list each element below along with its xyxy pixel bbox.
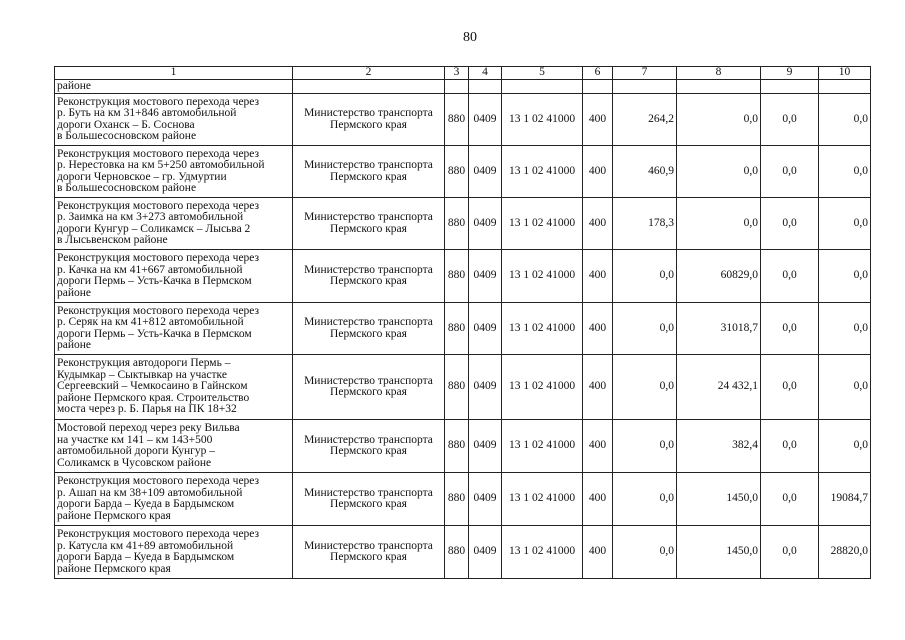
- organization-cell: [293, 250, 445, 303]
- amount-cell: 0,0: [819, 94, 871, 146]
- amount-cell: 0,0: [613, 355, 677, 420]
- project-name-line: дороги Черновское – гр. Удмуртии: [57, 170, 227, 183]
- project-name-line: на участке км 141 – км 143+500: [57, 433, 213, 446]
- expense-type-cell: 400: [583, 355, 613, 420]
- ministry-code-cell: 880: [445, 355, 469, 420]
- target-article-cell: 13 1 02 41000: [502, 355, 583, 420]
- section-code-cell: 0409: [469, 526, 502, 579]
- organization-line: Министерство транспорта: [304, 374, 433, 387]
- project-name-line: р. Серяк на км 41+812 автомобильной: [57, 316, 244, 328]
- organization-line: Министерство транспорта: [304, 107, 433, 119]
- project-name-line: Реконструкция мостового перехода через: [57, 199, 260, 212]
- project-name-cell: [55, 146, 293, 198]
- amount-cell: 0,0: [761, 303, 819, 355]
- organization-cell: [293, 526, 445, 579]
- amount-cell: 0,0: [613, 526, 677, 579]
- amount-cell: 264,2: [613, 94, 677, 146]
- target-article-cell: 13 1 02 41000: [502, 198, 583, 250]
- organization-line: Пермского края: [330, 222, 407, 235]
- amount-cell: 0,0: [761, 526, 819, 579]
- column-header: 7: [613, 67, 677, 80]
- organization-line: Министерство транспорта: [304, 316, 433, 328]
- project-name-line: р. Ашап на км 38+109 автомобильной: [57, 486, 243, 499]
- amount-cell: 0,0: [761, 198, 819, 250]
- organization-cell: [293, 94, 445, 146]
- organization-line: Пермского края: [330, 275, 407, 287]
- target-article-cell: 13 1 02 41000: [502, 526, 583, 579]
- project-name-line: р. Буть на км 31+846 автомобильной: [57, 107, 237, 119]
- column-header: 8: [677, 67, 761, 80]
- amount-cell: 0,0: [761, 420, 819, 473]
- expense-type-cell: 400: [583, 473, 613, 526]
- section-code-cell: 0409: [469, 250, 502, 303]
- amount-cell: 0,0: [761, 473, 819, 526]
- target-article-cell: 13 1 02 41000: [502, 420, 583, 473]
- project-name-line: Сергеевский – Чемкосаино в Гайнском: [57, 380, 248, 393]
- project-name-line: Реконструкция автодороги Пермь –: [57, 357, 231, 370]
- table-row: [55, 146, 871, 198]
- amount-cell: 19084,7: [819, 473, 871, 526]
- amount-cell: 0,0: [761, 146, 819, 198]
- amount-cell: 0,0: [819, 355, 871, 420]
- amount-cell: 178,3: [613, 198, 677, 250]
- ministry-code-cell: 880: [445, 146, 469, 198]
- target-article-cell: 13 1 02 41000: [502, 303, 583, 355]
- organization-cell: [293, 420, 445, 473]
- project-name-line: Реконструкция мостового перехода через: [57, 304, 260, 317]
- target-article-cell: 13 1 02 41000: [502, 94, 583, 146]
- project-name-cell: [55, 198, 293, 250]
- continuation-text: районе: [55, 80, 293, 94]
- project-name-line: р. Нерестовка на км 5+250 автомобильной: [57, 159, 265, 171]
- project-name-line: автомобильной дороги Кунгур –: [57, 445, 216, 457]
- amount-cell: 0,0: [613, 250, 677, 303]
- ministry-code-cell: 880: [445, 526, 469, 579]
- amount-cell: 60829,0: [677, 250, 761, 303]
- section-code-cell: 0409: [469, 420, 502, 473]
- project-name-cell: [55, 250, 293, 303]
- organization-line: Пермского края: [330, 327, 407, 340]
- amount-cell: 0,0: [819, 420, 871, 473]
- column-header: 10: [819, 67, 871, 80]
- organization-line: Пермского края: [330, 445, 407, 457]
- table-row: [55, 355, 871, 420]
- project-name-line: в Лысьвенском районе: [57, 234, 168, 246]
- ministry-code-cell: 880: [445, 94, 469, 146]
- table-row: [55, 303, 871, 355]
- table-row: [55, 420, 871, 473]
- section-code-cell: 0409: [469, 146, 502, 198]
- organization-line: Министерство транспорта: [304, 159, 433, 171]
- amount-cell: 0,0: [613, 420, 677, 473]
- section-code-cell: 0409: [469, 473, 502, 526]
- amount-cell: 24 432,1: [677, 355, 761, 420]
- table-row: [55, 526, 871, 579]
- project-name-line: районе Пермского края: [57, 562, 171, 575]
- table-row: [55, 473, 871, 526]
- section-code-cell: 0409: [469, 355, 502, 420]
- project-name-line: районе Пермского края. Строительство: [57, 391, 250, 404]
- project-name-line: районе: [57, 339, 92, 351]
- project-name-line: в Большесосновском районе: [57, 182, 197, 194]
- project-name-line: дороги Пермь – Усть-Качка в Пермском: [57, 327, 252, 340]
- organization-line: Министерство транспорта: [304, 211, 433, 223]
- project-name-line: Реконструкция мостового перехода через: [57, 252, 260, 264]
- organization-cell: [293, 198, 445, 250]
- expense-type-cell: 400: [583, 420, 613, 473]
- page-number: 80: [463, 30, 477, 45]
- organization-line: Пермского края: [330, 551, 407, 563]
- project-name-line: р. Заимка на км 3+273 автомобильной: [57, 211, 244, 223]
- project-name-cell: [55, 420, 293, 473]
- expense-type-cell: 400: [583, 250, 613, 303]
- organization-line: Пермского края: [330, 170, 407, 183]
- ministry-code-cell: 880: [445, 250, 469, 303]
- project-name-line: дороги Кунгур – Соликамск – Лысьва 2: [57, 222, 251, 235]
- ministry-code-cell: 880: [445, 303, 469, 355]
- organization-line: Министерство транспорта: [304, 433, 433, 446]
- table-row: [55, 94, 871, 146]
- organization-line: Пермского края: [330, 386, 407, 398]
- project-name-line: районе: [57, 286, 92, 299]
- project-name-cell: [55, 355, 293, 420]
- amount-cell: 382,4: [677, 420, 761, 473]
- amount-cell: 460,9: [613, 146, 677, 198]
- column-header: 6: [583, 67, 613, 80]
- project-name-line: дороги Барда – Куеда в Бардымском: [57, 498, 235, 510]
- expense-type-cell: 400: [583, 198, 613, 250]
- project-name-line: Реконструкция мостового перехода через: [57, 147, 260, 160]
- section-code-cell: 0409: [469, 303, 502, 355]
- organization-cell: [293, 473, 445, 526]
- organization-cell: [293, 303, 445, 355]
- project-name-line: Кудымкар – Сыктывкар на участке: [57, 368, 227, 381]
- target-article-cell: 13 1 02 41000: [502, 473, 583, 526]
- ministry-code-cell: 880: [445, 420, 469, 473]
- amount-cell: 0,0: [819, 146, 871, 198]
- organization-line: Министерство транспорта: [304, 486, 433, 499]
- ministry-code-cell: 880: [445, 198, 469, 250]
- amount-cell: 0,0: [613, 473, 677, 526]
- project-name-line: дороги Оханск – Б. Соснова: [57, 118, 195, 131]
- amount-cell: 0,0: [819, 198, 871, 250]
- column-header: 9: [761, 67, 819, 80]
- project-name-cell: [55, 94, 293, 146]
- expense-type-cell: 400: [583, 526, 613, 579]
- amount-cell: 31018,7: [677, 303, 761, 355]
- project-name-line: Реконструкция мостового перехода через: [57, 475, 260, 487]
- project-name-line: Мостовой переход через реку Вильва: [57, 422, 240, 434]
- amount-cell: 1450,0: [677, 526, 761, 579]
- project-name-line: моста через р. Б. Парья на ПК 18+32: [57, 403, 237, 416]
- organization-line: Министерство транспорта: [304, 539, 433, 552]
- amount-cell: 0,0: [761, 94, 819, 146]
- target-article-cell: 13 1 02 41000: [502, 146, 583, 198]
- amount-cell: 0,0: [761, 250, 819, 303]
- project-name-line: дороги Пермь – Усть-Качка в Пермском: [57, 275, 252, 287]
- section-code-cell: 0409: [469, 94, 502, 146]
- expense-type-cell: 400: [583, 146, 613, 198]
- column-header: 1: [55, 67, 293, 80]
- expense-type-cell: 400: [583, 94, 613, 146]
- amount-cell: 0,0: [677, 146, 761, 198]
- column-header: 3: [445, 67, 469, 80]
- column-header: 2: [293, 67, 445, 80]
- column-header: 4: [469, 67, 502, 80]
- project-name-line: Соликамск в Чусовском районе: [57, 456, 212, 469]
- organization-line: Пермского края: [330, 118, 407, 131]
- amount-cell: 0,0: [677, 198, 761, 250]
- budget-table: [54, 66, 871, 579]
- target-article-cell: 13 1 02 41000: [502, 250, 583, 303]
- project-name-line: р. Качка на км 41+667 автомобильной: [57, 263, 243, 276]
- continuation-row: [55, 80, 871, 94]
- table-row: [55, 198, 871, 250]
- project-name-line: Реконструкция мостового перехода через: [57, 95, 260, 108]
- project-name-cell: [55, 526, 293, 579]
- column-header: 5: [502, 67, 583, 80]
- project-name-line: Реконструкция мостового перехода через: [57, 528, 260, 540]
- project-name-cell: [55, 473, 293, 526]
- project-name-line: в Большесосновском районе: [57, 130, 197, 142]
- project-name-line: р. Катусла км 41+89 автомобильной: [57, 539, 234, 552]
- expense-type-cell: 400: [583, 303, 613, 355]
- organization-line: Министерство транспорта: [304, 263, 433, 276]
- section-code-cell: 0409: [469, 198, 502, 250]
- table-row: [55, 250, 871, 303]
- amount-cell: 0,0: [677, 94, 761, 146]
- organization-line: Пермского края: [330, 498, 407, 510]
- amount-cell: 1450,0: [677, 473, 761, 526]
- project-name-cell: [55, 303, 293, 355]
- header-row: [55, 67, 871, 80]
- ministry-code-cell: 880: [445, 473, 469, 526]
- amount-cell: 0,0: [613, 303, 677, 355]
- organization-cell: [293, 355, 445, 420]
- project-name-line: районе Пермского края: [57, 509, 171, 522]
- amount-cell: 0,0: [819, 250, 871, 303]
- project-name-line: дороги Барда – Куеда в Бардымском: [57, 551, 235, 563]
- amount-cell: 0,0: [819, 303, 871, 355]
- organization-cell: [293, 146, 445, 198]
- amount-cell: 0,0: [761, 355, 819, 420]
- amount-cell: 28820,0: [819, 526, 871, 579]
